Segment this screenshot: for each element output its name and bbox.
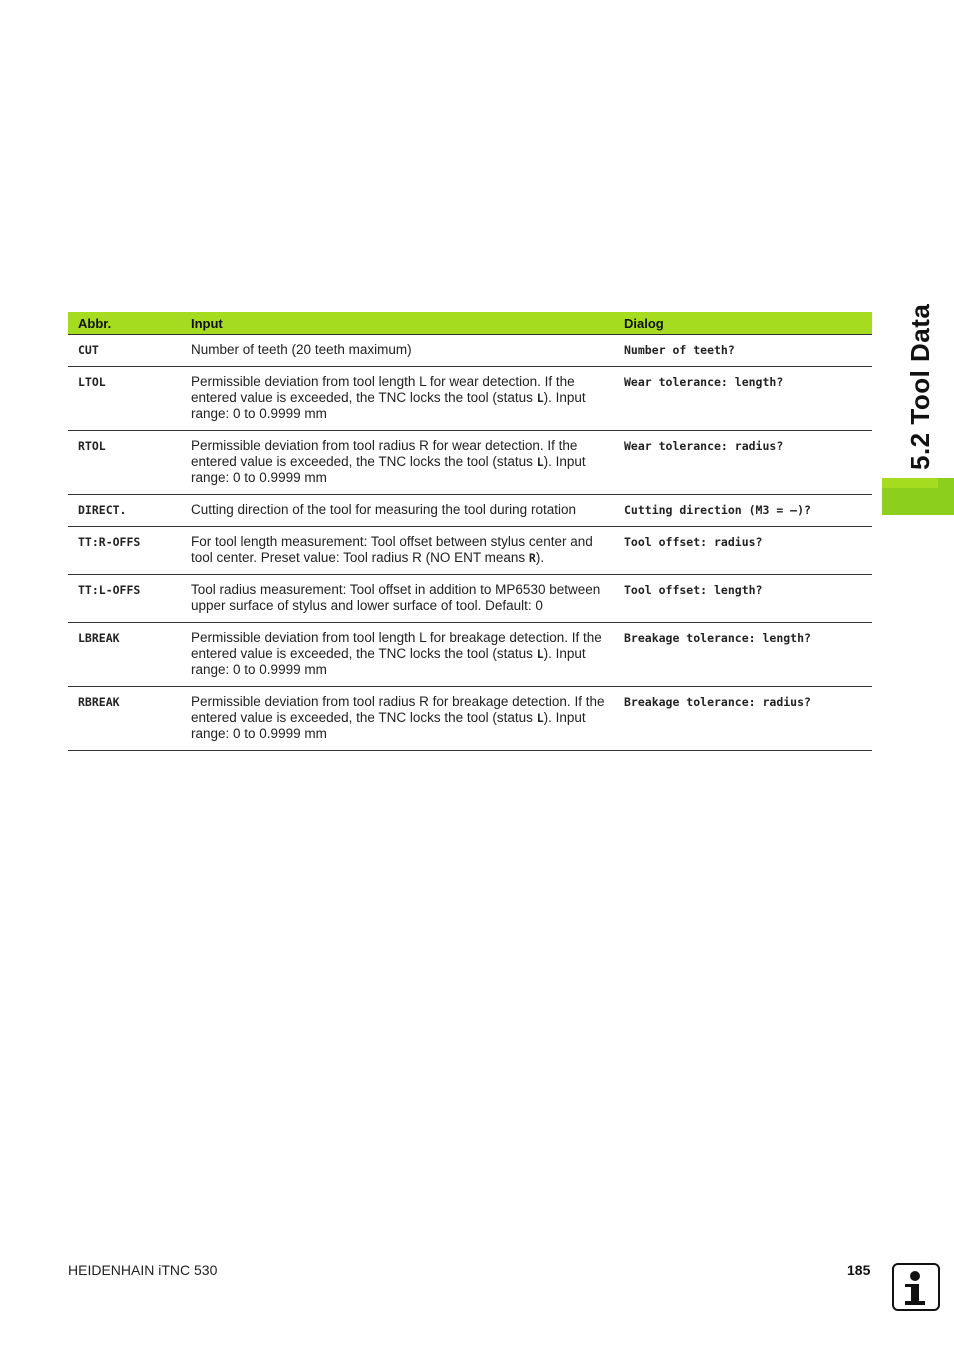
input-text: Permissible deviation from tool radius R for breakage detection. If the entered value is exceeded, the TNC locks the tool (status xyxy=(191,694,605,725)
input-cell xyxy=(181,431,614,495)
abbr-cell: TT:R-OFFS xyxy=(68,527,181,575)
dialog-cell: Breakage tolerance: radius? xyxy=(614,687,872,751)
table-row xyxy=(68,335,872,367)
info-icon-foot xyxy=(905,1301,925,1305)
table-header-row xyxy=(68,312,872,335)
abbr-cell: DIRECT. xyxy=(68,495,181,527)
table-row xyxy=(68,623,872,687)
input-cell xyxy=(181,687,614,751)
dialog-cell: Number of teeth? xyxy=(614,335,872,367)
section-tab-step xyxy=(882,478,938,488)
abbr-cell: TT:L-OFFS xyxy=(68,575,181,623)
status-code: L xyxy=(536,455,544,469)
header-input: Input xyxy=(181,312,614,335)
input-cell xyxy=(181,623,614,687)
input-cell xyxy=(181,335,614,367)
input-text: Cutting direction of the tool for measuring the tool during rotation xyxy=(191,502,576,517)
input-text-end: ). Input range: 0 to 0.9999 mm xyxy=(191,390,586,421)
abbr-cell: RBREAK xyxy=(68,687,181,751)
dialog-cell: Wear tolerance: length? xyxy=(614,367,872,431)
header-dialog: Dialog xyxy=(614,312,872,335)
table-row xyxy=(68,367,872,431)
status-code: L xyxy=(536,711,544,725)
input-cell xyxy=(181,367,614,431)
input-text: Permissible deviation from tool length L for breakage detection. If the entered value is exceeded, the TNC locks the tool (status xyxy=(191,630,602,661)
header-abbr: Abbr. xyxy=(68,312,181,335)
status-code: R xyxy=(528,551,536,565)
input-text: For tool length measurement: Tool offset between stylus center and tool center. Preset value: Tool radius R (NO ENT means xyxy=(191,534,593,565)
dialog-cell: Tool offset: radius? xyxy=(614,527,872,575)
table-row xyxy=(68,431,872,495)
dialog-cell: Wear tolerance: radius? xyxy=(614,431,872,495)
info-icon xyxy=(892,1263,940,1311)
dialog-cell: Cutting direction (M3 = –)? xyxy=(614,495,872,527)
table-row xyxy=(68,527,872,575)
table-row xyxy=(68,495,872,527)
abbr-cell: CUT xyxy=(68,335,181,367)
input-text-end: ). xyxy=(535,550,545,565)
input-text: Number of teeth (20 teeth maximum) xyxy=(191,342,412,357)
input-text-end: ). Input range: 0 to 0.9999 mm xyxy=(191,646,586,677)
input-text: Permissible deviation from tool radius R for wear detection. If the entered value is exceeded, the TNC locks the tool (status xyxy=(191,438,578,469)
input-cell xyxy=(181,495,614,527)
input-cell xyxy=(181,575,614,623)
table-row xyxy=(68,687,872,751)
table-row xyxy=(68,575,872,623)
tool-data-table xyxy=(68,312,872,751)
dialog-cell: Breakage tolerance: length? xyxy=(614,623,872,687)
abbr-cell: LTOL xyxy=(68,367,181,431)
input-text: Permissible deviation from tool length L for wear detection. If the entered value is exceeded, the TNC locks the tool (status xyxy=(191,374,575,405)
input-cell xyxy=(181,527,614,575)
info-icon-dot xyxy=(910,1271,920,1281)
input-text-end: ). Input range: 0 to 0.9999 mm xyxy=(191,710,586,741)
page-number: 185 xyxy=(847,1262,871,1278)
input-text-end: ). Input range: 0 to 0.9999 mm xyxy=(191,454,586,485)
section-title-vertical: 5.2 Tool Data xyxy=(905,303,935,470)
abbr-cell: LBREAK xyxy=(68,623,181,687)
parameter-table-container xyxy=(68,312,872,751)
footer-manual-name: HEIDENHAIN iTNC 530 xyxy=(68,1262,218,1278)
dialog-cell: Tool offset: length? xyxy=(614,575,872,623)
input-text: Tool radius measurement: Tool offset in addition to MP6530 between upper surface of stylus and lower surface of tool. Default: 0 xyxy=(191,582,601,613)
abbr-cell: RTOL xyxy=(68,431,181,495)
status-code: L xyxy=(536,391,544,405)
section-tab-marker xyxy=(882,478,954,515)
status-code: L xyxy=(536,647,544,661)
